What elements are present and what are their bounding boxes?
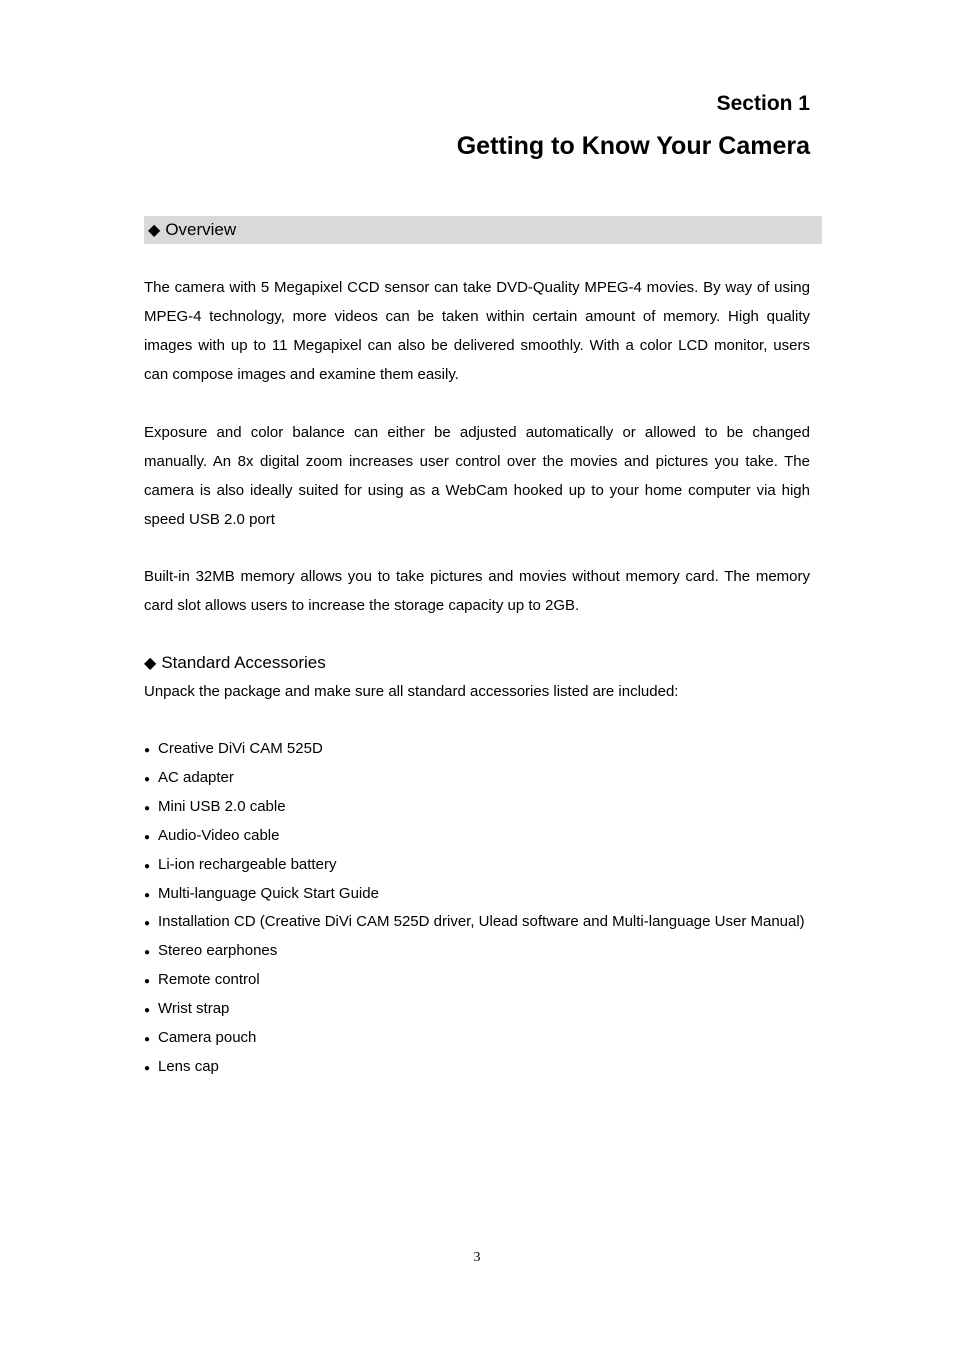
section-number: Section 1 — [716, 92, 810, 115]
list-item — [144, 880, 810, 909]
list-item — [144, 822, 810, 851]
list-item — [144, 937, 810, 966]
accessories-heading-label: Standard Accessories — [161, 653, 326, 672]
chapter-title: Getting to Know Your Camera — [456, 132, 810, 160]
diamond-icon: ◆ — [148, 222, 161, 239]
diamond-icon: ◆ — [144, 655, 157, 672]
accessories-intro: Unpack the package and make sure all standard accessories listed are included: — [144, 683, 679, 700]
overview-heading: Overview — [165, 220, 237, 239]
list-item-label: Wrist strap — [158, 1000, 230, 1018]
list-item — [144, 764, 810, 793]
list-item-label: Li-ion rechargeable battery — [158, 855, 337, 873]
list-item-label: Audio-Video cable — [158, 826, 280, 844]
list-item-label: Camera pouch — [158, 1029, 257, 1047]
bullet-icon: ● — [144, 773, 151, 785]
list-item-label: Multi-language Quick Start Guide — [158, 884, 379, 902]
page-number: 3 — [473, 1250, 481, 1265]
bullet-icon: ● — [144, 1062, 151, 1074]
list-item — [144, 735, 810, 764]
list-item — [144, 793, 810, 822]
bullet-icon: ● — [144, 918, 151, 930]
list-item — [144, 908, 810, 937]
list-item-label: Mini USB 2.0 cable — [158, 797, 286, 815]
bullet-icon: ● — [144, 831, 151, 843]
list-item-label: Lens cap — [158, 1057, 219, 1075]
bullet-icon: ● — [144, 1034, 151, 1046]
list-item-label: Installation CD (Creative DiVi CAM 525D driver, Ulead software and Multi-language User Manual) — [158, 913, 805, 931]
list-item-label: AC adapter — [158, 768, 234, 786]
bullet-icon: ● — [144, 860, 151, 872]
overview-heading-bar — [144, 216, 822, 244]
list-item — [144, 851, 810, 880]
bullet-icon: ● — [144, 802, 151, 814]
list-item — [144, 1053, 810, 1082]
list-item-label: Remote control — [158, 971, 260, 989]
bullet-icon: ● — [144, 745, 151, 756]
overview-paragraph-3: Built-in 32MB memory allows you to take pictures and movies without memory card. The memory card slot allows users to increase the storage capacity up to 2GB. — [144, 568, 810, 614]
overview-paragraph-1: The camera with 5 Megapixel CCD sensor can take DVD-Quality MPEG-4 movies. By way of using MPEG-4 technology, more videos can be taken within certain amount of memory. High quality images with up to 11 Megapixel can also be delivered smoothly. With a color LCD monitor, users can compose images and examine them easily. — [144, 279, 810, 383]
list-item-label: Creative DiVi CAM 525D — [158, 740, 323, 757]
overview-paragraph-2: Exposure and color balance can either be adjusted automatically or allowed to be changed manually. An 8x digital zoom increases user control over the movies and pictures you take. The camera is also ideally suited for using as a WebCam hooked up to your home computer via high speed USB 2.0 port — [144, 424, 810, 528]
list-item — [144, 966, 810, 995]
bullet-icon: ● — [144, 976, 151, 988]
bullet-icon: ● — [144, 889, 151, 901]
accessories-heading — [144, 650, 326, 677]
accessories-list — [144, 735, 810, 1082]
bullet-icon: ● — [144, 947, 151, 959]
list-item — [144, 995, 810, 1024]
list-item-label: Stereo earphones — [158, 942, 278, 960]
list-item — [144, 1024, 810, 1053]
bullet-icon: ● — [144, 1005, 151, 1017]
